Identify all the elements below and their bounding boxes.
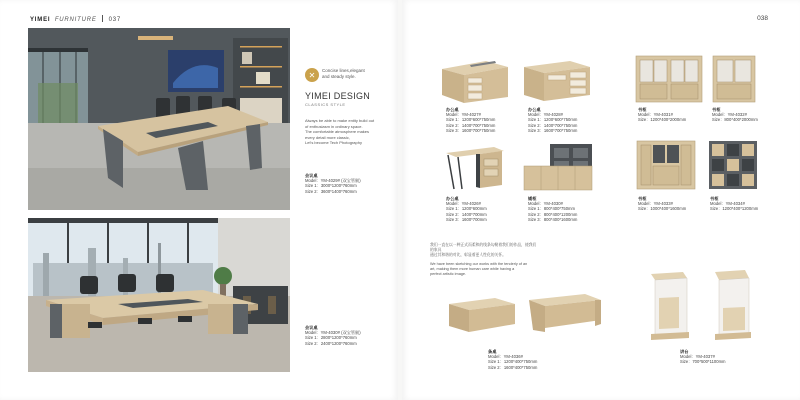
spec-name: 书柜 — [638, 196, 647, 201]
bookcase-ym-4033-image — [636, 140, 696, 190]
spec-name: 条桌 — [488, 349, 497, 354]
brand-sub: FURNITURE — [54, 17, 97, 23]
product-spec-desk-4026 — [446, 196, 487, 222]
spec-size-3: Size 3：1600*700mm — [446, 216, 487, 222]
intro-line-3: The comfortable atmosphere makes — [305, 129, 370, 134]
intro-line-2: of enthusiasm in ordinary space. — [305, 123, 363, 129]
spec-model: Model：YM-4032# — [712, 112, 747, 118]
product-spec-desk-4027 — [446, 107, 495, 133]
intro-subtitle: CLASSICS STYLE — [305, 102, 346, 107]
spec-size-1: Size：1200*400*2000mm — [638, 117, 687, 123]
brand-divider — [102, 15, 103, 22]
spec-model: Model：YM-4033# — [638, 201, 673, 207]
spec-model: Model：YM-4030# — [528, 201, 563, 207]
brand-statement — [430, 243, 540, 277]
spec-model: Model：YM-4026# — [446, 201, 481, 207]
spec-size-3: Size 3：1600*700*750mm — [446, 127, 496, 133]
desk-ym-4028-image — [522, 55, 592, 103]
product-spec-bookcase-4032 — [712, 107, 758, 123]
spec-size-2: Size 2：1400*700*750mm — [446, 122, 496, 128]
spec-model: Model：YM-4036# — [488, 354, 523, 360]
spec-size-2: Size 2：3600*1400*760mm — [305, 188, 357, 194]
meeting-room-photo-2 — [28, 218, 290, 372]
intro-tagline — [322, 68, 392, 79]
meeting-room-illustration-2 — [28, 218, 290, 372]
intro-line-5: Let's become Tech Photography — [305, 140, 362, 145]
tagline-line-1: Concise lines,elegant — [322, 68, 365, 73]
statement-cn-line-1: 我们一直在以一种正式而柔和的线条勾勒着我们的作品，使我们的家具 — [430, 243, 537, 252]
lectern-ym-4037-image — [645, 268, 755, 340]
statement-cn-line-2: 通过其和谐的对比，彰显着更人性化的关怀。 — [430, 253, 506, 257]
desk-ym-4027-image — [440, 55, 510, 103]
spec-name: 办公桌 — [446, 107, 459, 112]
spec-name: 矮柜 — [528, 196, 537, 201]
spec-size-2: Size 2：2400*1200*760mm — [305, 340, 357, 346]
bookcase-ym-4032-image — [712, 55, 756, 103]
spec-model: Model：YM-4028# — [528, 112, 563, 118]
spec-model: Model：YM-4027# — [446, 112, 481, 118]
desk-ym-4026-image — [444, 145, 506, 191]
intro-line-4: every detail more classic, — [305, 134, 350, 140]
product-spec-bookcase-4031 — [638, 107, 686, 123]
spec-name: 办公桌 — [528, 107, 541, 112]
spec-size-1: Size：800*400*2000mm — [712, 117, 758, 123]
product-spec-lectern-4037 — [680, 349, 726, 365]
spec-size-1: Size 1：2800*1200*760mm — [305, 335, 357, 341]
meeting-room-illustration-1 — [28, 28, 290, 210]
spec-size-1: Size 1：1200*600*750mm — [528, 117, 578, 123]
product-spec-bench-4036 — [488, 349, 537, 370]
spec-size-1: Size 1：1200*600*750mm — [446, 117, 496, 123]
brand-header — [30, 15, 121, 23]
spec-name: 会议桌 — [305, 173, 318, 178]
product-spec-left-1 — [305, 173, 361, 194]
product-spec-bookcase-4033 — [638, 196, 686, 212]
spec-model: Model：YM-4031# — [638, 112, 673, 118]
spec-size-3: Size 3：800*400*1600mm — [528, 216, 578, 222]
statement-en-line-2: art, making them more human care while having a — [430, 267, 515, 271]
product-spec-bookcase-4034 — [710, 196, 758, 212]
spec-name: 讲台 — [680, 349, 689, 354]
tagline-line-2: and steady style. — [322, 73, 356, 79]
right-page-number: 038 — [757, 15, 768, 22]
spec-name: 会议桌 — [305, 325, 318, 330]
spec-size-2: Size 2：1400*700*750mm — [528, 122, 578, 128]
spec-size-2: Size 2：800*400*1200mm — [528, 211, 578, 217]
intro-title: YIMEI DESIGN — [305, 91, 371, 101]
meeting-room-photo-1 — [28, 28, 290, 210]
product-spec-cabinet-4030 — [528, 196, 577, 222]
spec-size-3: Size 3：1600*700*750mm — [528, 127, 578, 133]
spec-model: Model：YM-4030# (双宝管腿) — [305, 330, 361, 336]
spec-name: 书柜 — [638, 107, 647, 112]
cabinet-ym-4030-image — [522, 142, 594, 192]
bench-table-ym-4036-image — [445, 292, 605, 340]
product-spec-left-2 — [305, 325, 361, 346]
brand-logo-icon: ✕ — [305, 68, 319, 82]
spec-size-1: Size 1：800*400*750mm — [528, 206, 576, 212]
spec-model: Model：YM-4029# (双宝管腿) — [305, 178, 361, 184]
intro-body — [305, 118, 387, 146]
bookcase-ym-4034-image — [708, 140, 758, 190]
spec-size-1: Size：1200*400*1200mm — [710, 206, 759, 212]
spec-size-1: Size：1000*400*1600mm — [638, 206, 687, 212]
spec-model: Model：YM-4034# — [710, 201, 745, 207]
spec-size-1: Size 1：1200*600mm — [446, 206, 487, 212]
intro-line-1: Always be able to make entity build out — [305, 118, 375, 123]
spec-size-2: Size 2：1600*400*750mm — [488, 364, 538, 370]
left-page-number: 037 — [108, 17, 122, 23]
spec-model: Model：YM-4037# — [680, 354, 715, 360]
spec-size-1: Size 1：3000*1200*760mm — [305, 183, 357, 189]
spec-size-1: Size 1：1200*400*750mm — [488, 359, 538, 365]
spec-size-2: Size 2：1400*700mm — [446, 211, 487, 217]
left-page — [0, 0, 398, 400]
product-spec-desk-4028 — [528, 107, 577, 133]
spec-name: 书柜 — [710, 196, 719, 201]
spec-name: 书柜 — [712, 107, 721, 112]
statement-en-line-1: We have been sketching our works with the tenderly of an — [430, 262, 528, 266]
spec-size-1: Size：700*500*1100mm — [680, 359, 726, 365]
brand-name: YIMEI — [30, 17, 51, 23]
bookcase-ym-4031-image — [635, 55, 703, 103]
statement-en-line-3: perfect artistic image. — [430, 272, 467, 276]
spec-name: 办公桌 — [446, 196, 459, 201]
